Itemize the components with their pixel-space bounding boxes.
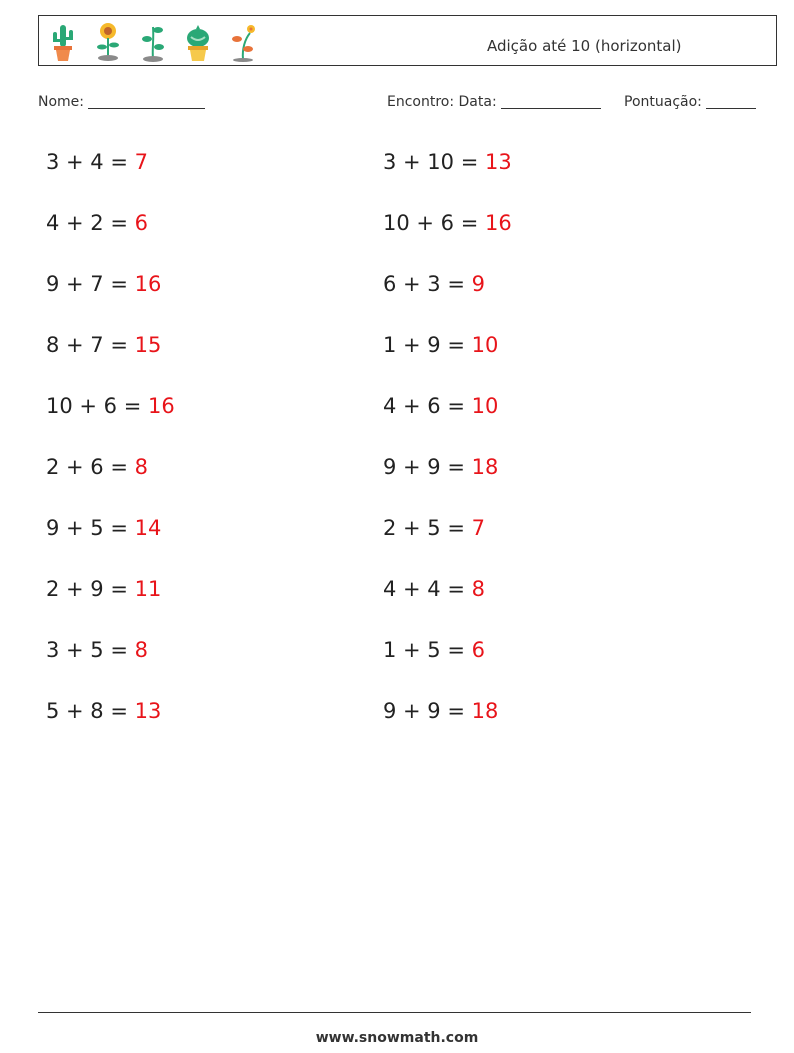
problem-question: 1 + 5 =: [383, 638, 465, 662]
sprout-icon: [137, 21, 169, 63]
problem-left-1: [46, 150, 148, 174]
problem-answer: 8: [134, 638, 149, 662]
problem-question: 3 + 4 =: [46, 150, 128, 174]
problem-question: 2 + 9 =: [46, 577, 128, 601]
problem-answer: 18: [471, 455, 499, 479]
potted-plant-icon: [182, 21, 214, 63]
problem-right-5: [383, 394, 498, 418]
problem-question: 6 + 3 =: [383, 272, 465, 296]
problem-answer: 10: [471, 394, 499, 418]
problem-left-9: [46, 638, 148, 662]
problem-answer: 16: [148, 394, 175, 418]
problem-answer: 7: [471, 516, 486, 540]
problem-question: 9 + 5 =: [46, 516, 128, 540]
name-label: Nome:: [38, 94, 85, 110]
problem-left-10: [46, 699, 161, 723]
date-blank[interactable]: [501, 94, 601, 109]
problem-left-6: [46, 455, 148, 479]
header-icons: [47, 21, 259, 63]
worksheet-title: Adição até 10 (horizontal): [487, 37, 682, 55]
problem-question: 4 + 6 =: [383, 394, 465, 418]
problem-left-8: [46, 577, 161, 601]
encounter-date-label: Encontro: Data:: [387, 94, 497, 110]
problem-question: 1 + 9 =: [383, 333, 465, 357]
name-blank[interactable]: [88, 94, 205, 109]
problem-question: 2 + 6 =: [46, 455, 128, 479]
problem-question: 3 + 5 =: [46, 638, 128, 662]
problem-answer: 11: [134, 577, 162, 601]
problem-answer: 16: [485, 211, 512, 235]
problem-answer: 14: [134, 516, 162, 540]
problem-right-9: [383, 638, 485, 662]
problem-answer: 18: [471, 699, 499, 723]
problem-answer: 8: [134, 455, 149, 479]
score-blank[interactable]: [706, 94, 756, 109]
problem-right-3: [383, 272, 485, 296]
footer-url: www.snowmath.com: [315, 1030, 479, 1046]
footer-divider: [38, 1012, 751, 1013]
problem-answer: 15: [134, 333, 162, 357]
worksheet-header: [38, 15, 777, 66]
problem-question: 9 + 9 =: [383, 699, 465, 723]
problem-question: 9 + 9 =: [383, 455, 465, 479]
cactus-pot-icon: [47, 21, 79, 63]
problem-question: 9 + 7 =: [46, 272, 128, 296]
score-field[interactable]: [624, 94, 756, 110]
problem-question: 10 + 6 =: [46, 394, 142, 418]
problem-answer: 6: [471, 638, 486, 662]
problem-question: 2 + 5 =: [383, 516, 465, 540]
problem-left-5: [46, 394, 175, 418]
problem-answer: 9: [471, 272, 486, 296]
problem-right-2: [383, 211, 512, 235]
problem-right-6: [383, 455, 498, 479]
score-label: Pontuação:: [624, 94, 702, 110]
problem-right-4: [383, 333, 498, 357]
problem-answer: 7: [134, 150, 149, 174]
problem-answer: 8: [471, 577, 486, 601]
problem-answer: 16: [134, 272, 162, 296]
problem-answer: 10: [471, 333, 499, 357]
problem-left-7: [46, 516, 161, 540]
problem-answer: 6: [134, 211, 149, 235]
sunflower-icon: [92, 21, 124, 63]
problem-question: 4 + 4 =: [383, 577, 465, 601]
date-field[interactable]: [387, 94, 601, 110]
problem-left-4: [46, 333, 161, 357]
problem-question: 4 + 2 =: [46, 211, 128, 235]
name-field[interactable]: [38, 94, 205, 110]
problem-question: 10 + 6 =: [383, 211, 479, 235]
problem-question: 3 + 10 =: [383, 150, 479, 174]
problem-right-7: [383, 516, 485, 540]
problem-right-1: [383, 150, 512, 174]
problem-answer: 13: [485, 150, 512, 174]
problem-question: 5 + 8 =: [46, 699, 128, 723]
problem-question: 8 + 7 =: [46, 333, 128, 357]
problem-left-3: [46, 272, 161, 296]
problem-right-8: [383, 577, 485, 601]
problem-left-2: [46, 211, 148, 235]
problem-right-10: [383, 699, 498, 723]
problem-answer: 13: [134, 699, 162, 723]
flower-stem-icon: [227, 21, 259, 63]
